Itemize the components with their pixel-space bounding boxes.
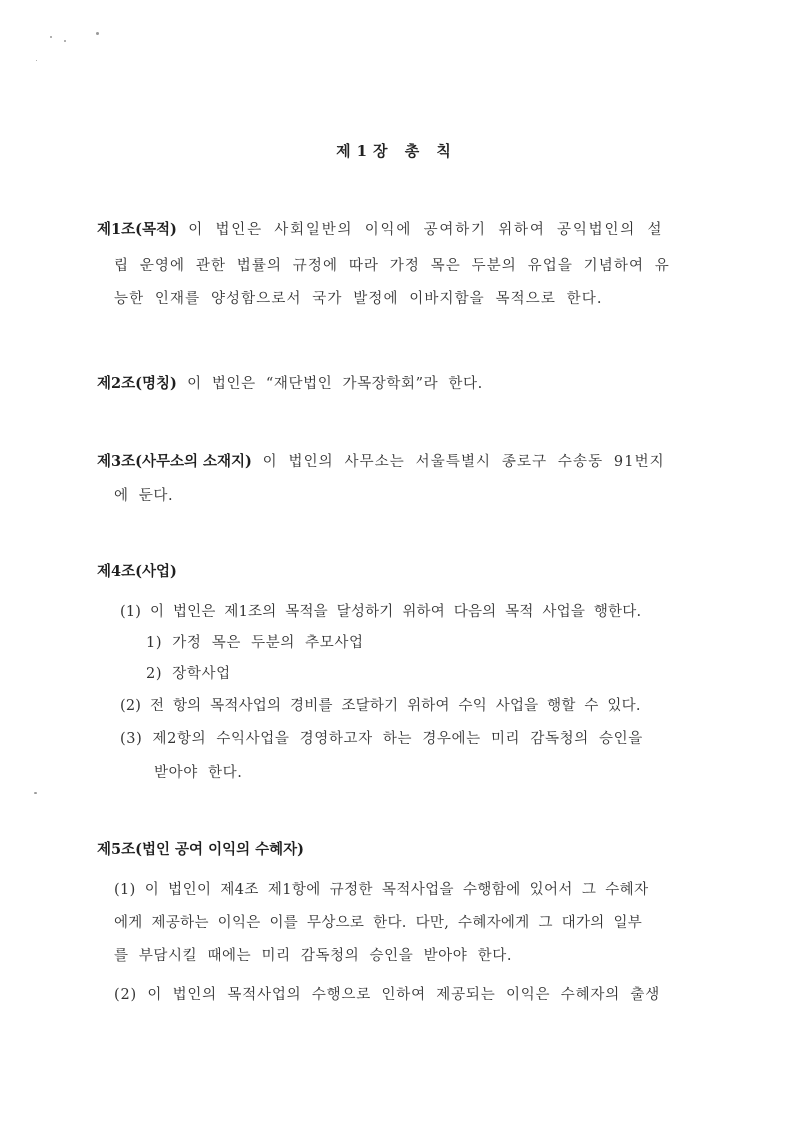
article-1-line-2: 립 운영에 관한 법률의 규정에 따라 가정 목은 두분의 유업을 기념하여 유 xyxy=(114,258,670,274)
article-4-item-3: (3) 제2항의 수익사업을 경영하고자 하는 경우에는 미리 감독청의 승인을 xyxy=(120,731,643,747)
article-4-item-3-cont: 받아야 한다. xyxy=(154,765,243,781)
article-1-line-3: 능한 인재를 양성함으로서 국가 발정에 이바지함을 목적으로 한다. xyxy=(114,291,603,307)
article-5-item-1-line-3: 를 부담시킬 때에는 미리 감독청의 승인을 받아야 한다. xyxy=(114,948,513,964)
article-3-first-line xyxy=(97,450,665,471)
article-4-item-2: (2) 전 항의 목적사업의 경비를 조달하기 위하여 수익 사업을 행할 수 있다. xyxy=(120,698,641,714)
article-4-item-1: (1) 이 법인은 제1조의 목적을 달성하기 위하여 다음의 목적 사업을 행한다. xyxy=(120,604,642,620)
article-5-item-1-line-2: 에게 제공하는 이익은 이를 무상으로 한다. 다만, 수혜자에게 그 대가의 일부 xyxy=(114,915,643,931)
article-4-item-1-sub-1: 1) 가정 목은 두분의 추모사업 xyxy=(146,635,364,651)
article-5-heading: 제5조(법인 공여 이익의 수혜자) xyxy=(97,841,305,858)
article-3-line-2: 에 둔다. xyxy=(114,488,174,504)
article-2-heading: 제2조(명칭) xyxy=(97,375,177,392)
article-1-heading: 제1조(목적) xyxy=(97,221,177,238)
article-5-first-line xyxy=(97,838,304,859)
article-4-first-line xyxy=(97,560,177,581)
article-2-first-line xyxy=(97,372,483,393)
article-3-heading: 제3조(사무소의 소재지) xyxy=(97,453,252,470)
chapter-title: 제1장 총 칙 xyxy=(336,142,457,160)
article-1-text-1: 이 법인은 사회일반의 이익에 공여하기 위하여 공익법인의 설 xyxy=(188,222,664,238)
article-5-item-2: (2) 이 법인의 목적사업의 수행으로 인하여 제공되는 이익은 수혜자의 출생 xyxy=(114,987,661,1003)
article-1-first-line xyxy=(97,218,663,239)
article-2-text-1: 이 법인은 “재단법인 가목장학회”라 한다. xyxy=(187,376,483,392)
article-5-item-1: (1) 이 법인이 제4조 제1항에 규정한 목적사업을 수행함에 있어서 그 수혜자 xyxy=(114,882,649,898)
article-4-item-1-sub-2: 2) 장학사업 xyxy=(146,666,231,682)
article-3-text-1: 이 법인의 사무소는 서울특별시 종로구 수송동 91번지 xyxy=(262,454,665,470)
article-4-heading: 제4조(사업) xyxy=(97,563,177,580)
